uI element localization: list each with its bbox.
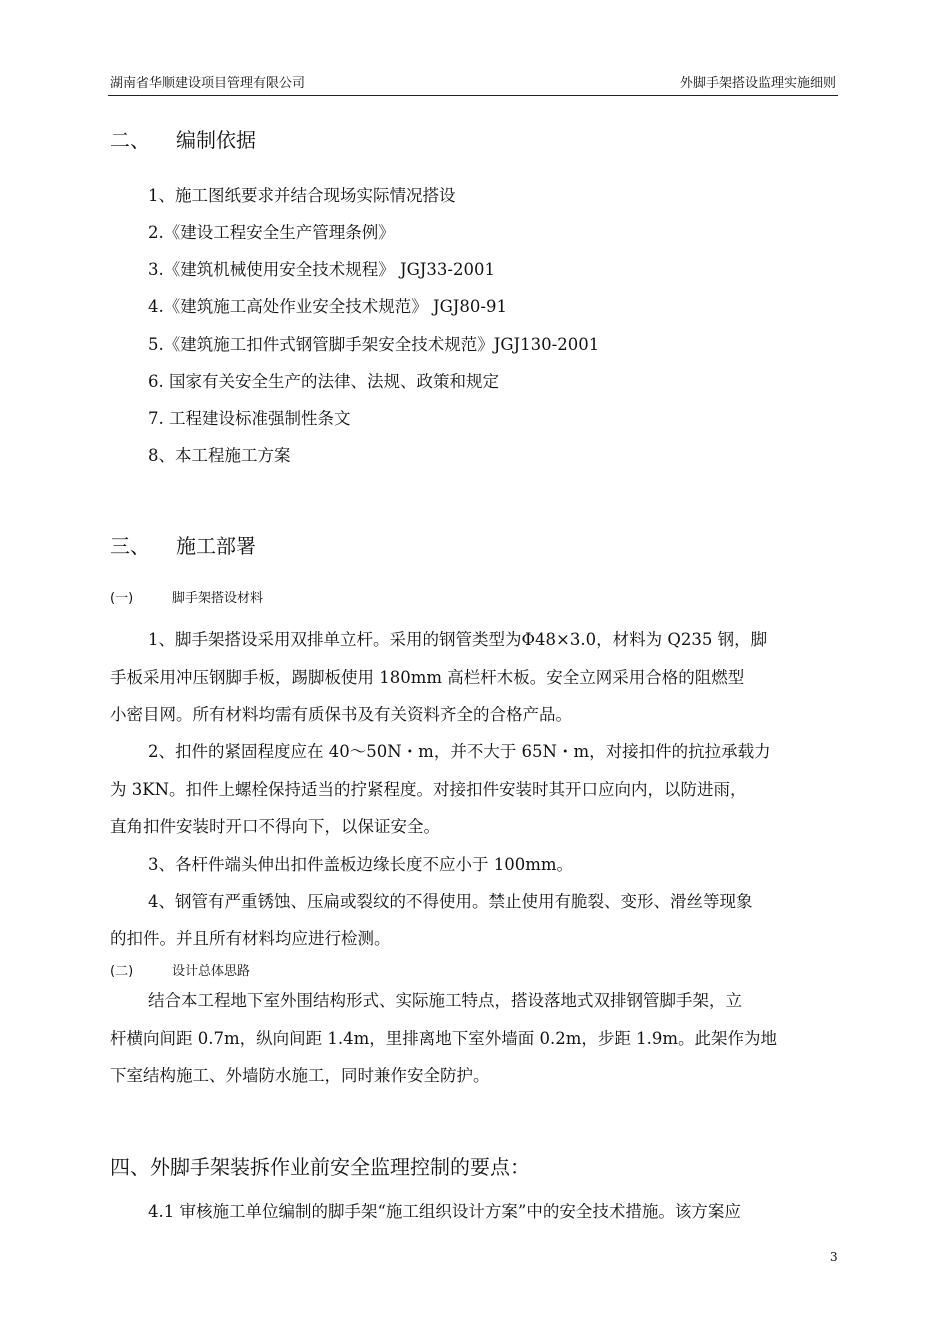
header-rule (108, 95, 838, 96)
basis-item: 8、本工程施工方案 (148, 446, 291, 465)
section2-title: 编制依据 (176, 128, 256, 152)
subsection1-title: 脚手架搭设材料 (172, 591, 264, 606)
header-left: 湖南省华顺建设项目管理有限公司 (110, 76, 306, 91)
basis-item: 3.《建筑机械使用安全技术规程》 JGJ33-2001 (148, 260, 495, 279)
paragraph-line: 的扣件。并且所有材料均应进行检测。 (110, 929, 391, 948)
paragraph-line: 下室结构施工、外墙防水施工，同时兼作安全防护。 (110, 1066, 490, 1085)
paragraph-line: 杆横向间距 0.7m，纵向间距 1.4m，里排离地下室外墙面 0.2m，步距 1.9m。此架作为地 (110, 1029, 778, 1048)
paragraph-line: 直角扣件安装时开口不得向下，以保证安全。 (110, 817, 440, 836)
subsection1-heading (110, 587, 263, 606)
section4-heading: 四、外脚手架装拆作业前安全监理控制的要点： (110, 1155, 530, 1179)
subsection2-heading (110, 960, 250, 979)
paragraph-line: 小密目网。所有材料均需有质保书及有关资料齐全的合格产品。 (110, 705, 572, 724)
section3-heading (110, 530, 256, 559)
basis-item: 4.《建筑施工高处作业安全技术规范》 JGJ80-91 (148, 297, 507, 316)
basis-item: 2.《建设工程安全生产管理条例》 (148, 223, 395, 242)
section2-heading (110, 124, 256, 153)
paragraph-line: 2、扣件的紧固程度应在 40～50N・m，并不大于 65N・m，对接扣件的抗拉承载力 (148, 742, 771, 761)
section2-number: 二、 (110, 128, 150, 152)
basis-item: 6. 国家有关安全生产的法律、法规、政策和规定 (148, 372, 499, 391)
paragraph-line: 3、各杆件端头伸出扣件盖板边缘长度不应小于 100mm。 (148, 855, 574, 874)
paragraph-line: 4、钢管有严重锈蚀、压扁或裂纹的不得使用。禁止使用有脆裂、变形、滑丝等现象 (148, 892, 753, 911)
header-right: 外脚手架搭设监理实施细则 (679, 76, 836, 91)
paragraph-line: 手板采用冲压钢脚手板，踢脚板使用 180mm 高栏杆木板。安全立网采用合格的阻燃型 (110, 668, 745, 687)
paragraph-line: 为 3KN。扣件上螺栓保持适当的拧紧程度。对接扣件安装时其开口应向内，以防进雨， (110, 780, 747, 799)
subsection2-title: 设计总体思路 (172, 964, 251, 979)
basis-item: 5.《建筑施工扣件式钢管脚手架安全技术规范》JGJ130-2001 (148, 335, 600, 354)
basis-item: 7. 工程建设标准强制性条文 (148, 409, 351, 428)
basis-item: 1、施工图纸要求并结合现场实际情况搭设 (148, 186, 456, 205)
subsection2-number: (二) (110, 964, 134, 979)
subsection1-number: (一) (110, 591, 134, 606)
paragraph-line: 4.1 审核施工单位编制的脚手架“施工组织设计方案”中的安全技术措施。该方案应 (148, 1202, 741, 1221)
paragraph-line: 1、脚手架搭设采用双排单立杆。采用的钢管类型为Φ48×3.0，材料为 Q235 钢，脚 (148, 630, 768, 649)
paragraph-line: 结合本工程地下室外围结构形式、实际施工特点，搭设落地式双排钢管脚手架，立 (148, 991, 742, 1010)
page-number: 3 (830, 1250, 838, 1264)
section3-number: 三、 (110, 534, 150, 558)
section3-title: 施工部署 (176, 534, 256, 558)
